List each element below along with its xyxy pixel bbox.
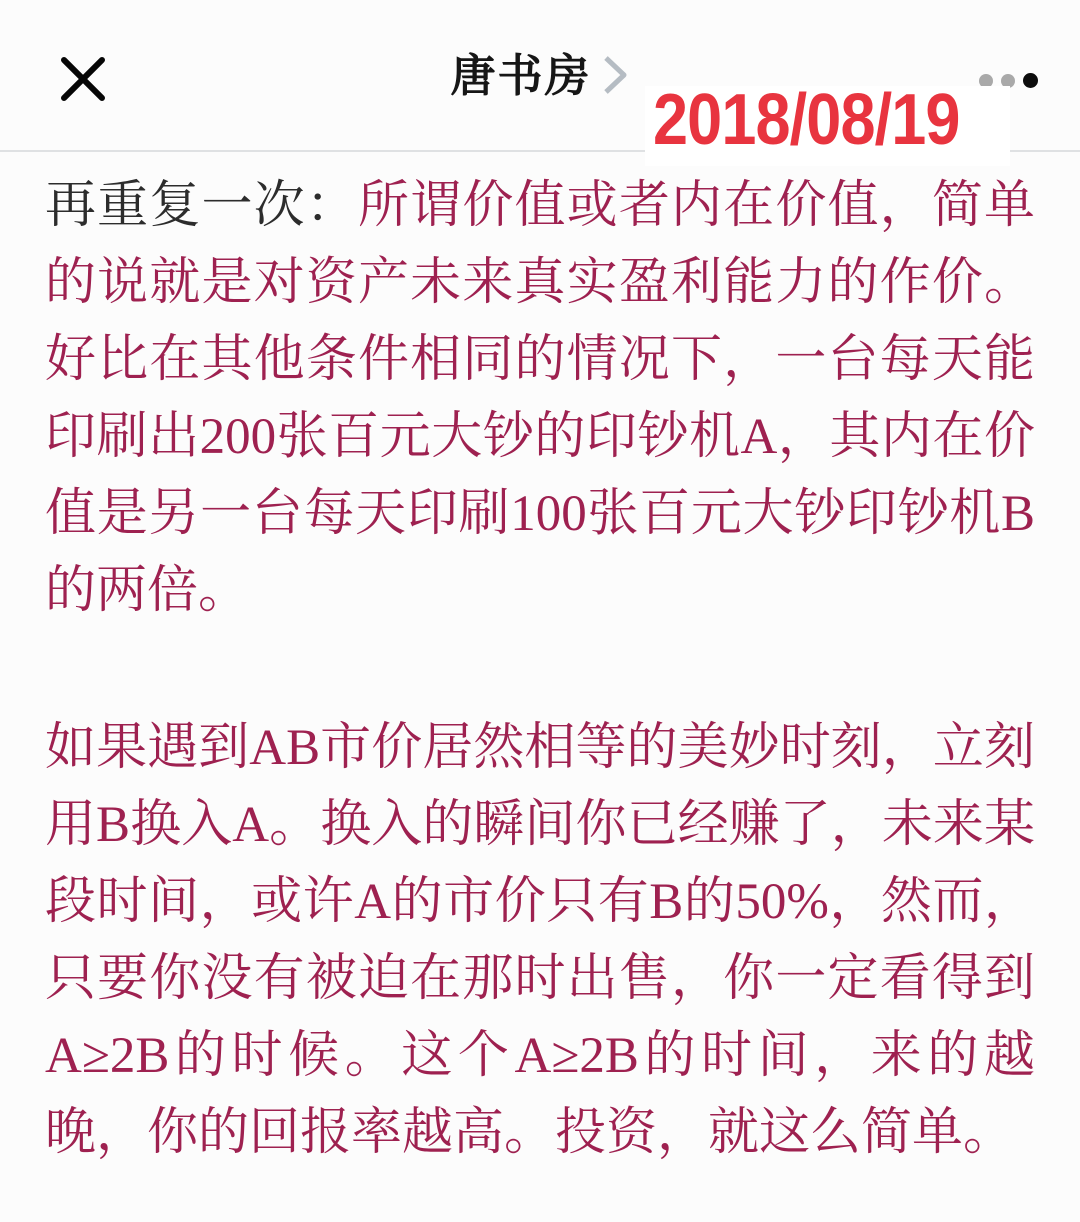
text-line — [45, 710, 1035, 787]
text-line — [45, 1018, 1035, 1095]
date-stamp: 2018/08/19 — [653, 80, 960, 160]
text-segment-red: 所谓价值或者内在价值，简单 — [358, 178, 1035, 234]
text-segment-red: 段时间，或许A的市价只有B的50%，然而， — [45, 874, 1035, 930]
text-line — [45, 399, 1035, 476]
text-line — [45, 245, 1035, 322]
text-line — [45, 864, 1035, 941]
text-line — [45, 553, 1035, 630]
text-segment-red: 的说就是对资产未来真实盈利能力的作价。 — [45, 255, 1035, 311]
text-line — [45, 787, 1035, 864]
text-segment-red: 好比在其他条件相同的情况下，一台每天能 — [45, 332, 1035, 388]
text-line — [45, 941, 1035, 1018]
chevron-right-icon — [600, 52, 630, 98]
article-body — [45, 168, 1035, 1172]
text-segment-red: 只要你没有被迫在那时出售，你一定看得到 — [45, 951, 1035, 1007]
text-segment-black: 再重复一次： — [45, 178, 358, 234]
text-segment-red: 晚，你的回报率越高。投资，就这么简单。 — [45, 1105, 1015, 1161]
text-segment-red: 如果遇到AB市价居然相等的美妙时刻，立刻 — [45, 720, 1035, 776]
text-line — [45, 476, 1035, 553]
text-line — [45, 168, 1035, 245]
text-line — [45, 322, 1035, 399]
text-segment-red: 印刷出200张百元大钞的印钞机A，其内在价 — [45, 409, 1035, 465]
page-title: 唐书房 — [450, 49, 592, 101]
menu-dot-icon — [1023, 73, 1038, 88]
date-stamp-patch — [645, 80, 1010, 166]
text-segment-red: 值是另一台每天印刷100张百元大钞印钞机B — [45, 486, 1035, 542]
text-segment-red: A≥2B的时候。这个A≥2B的时间，来的越 — [45, 1028, 1035, 1084]
paragraph-1 — [45, 168, 1035, 630]
text-segment-red: 用B换入A。换入的瞬间你已经赚了，未来某 — [45, 797, 1035, 853]
paragraph-2 — [45, 710, 1035, 1172]
text-line — [45, 1095, 1035, 1172]
text-segment-red: 的两倍。 — [45, 563, 250, 619]
